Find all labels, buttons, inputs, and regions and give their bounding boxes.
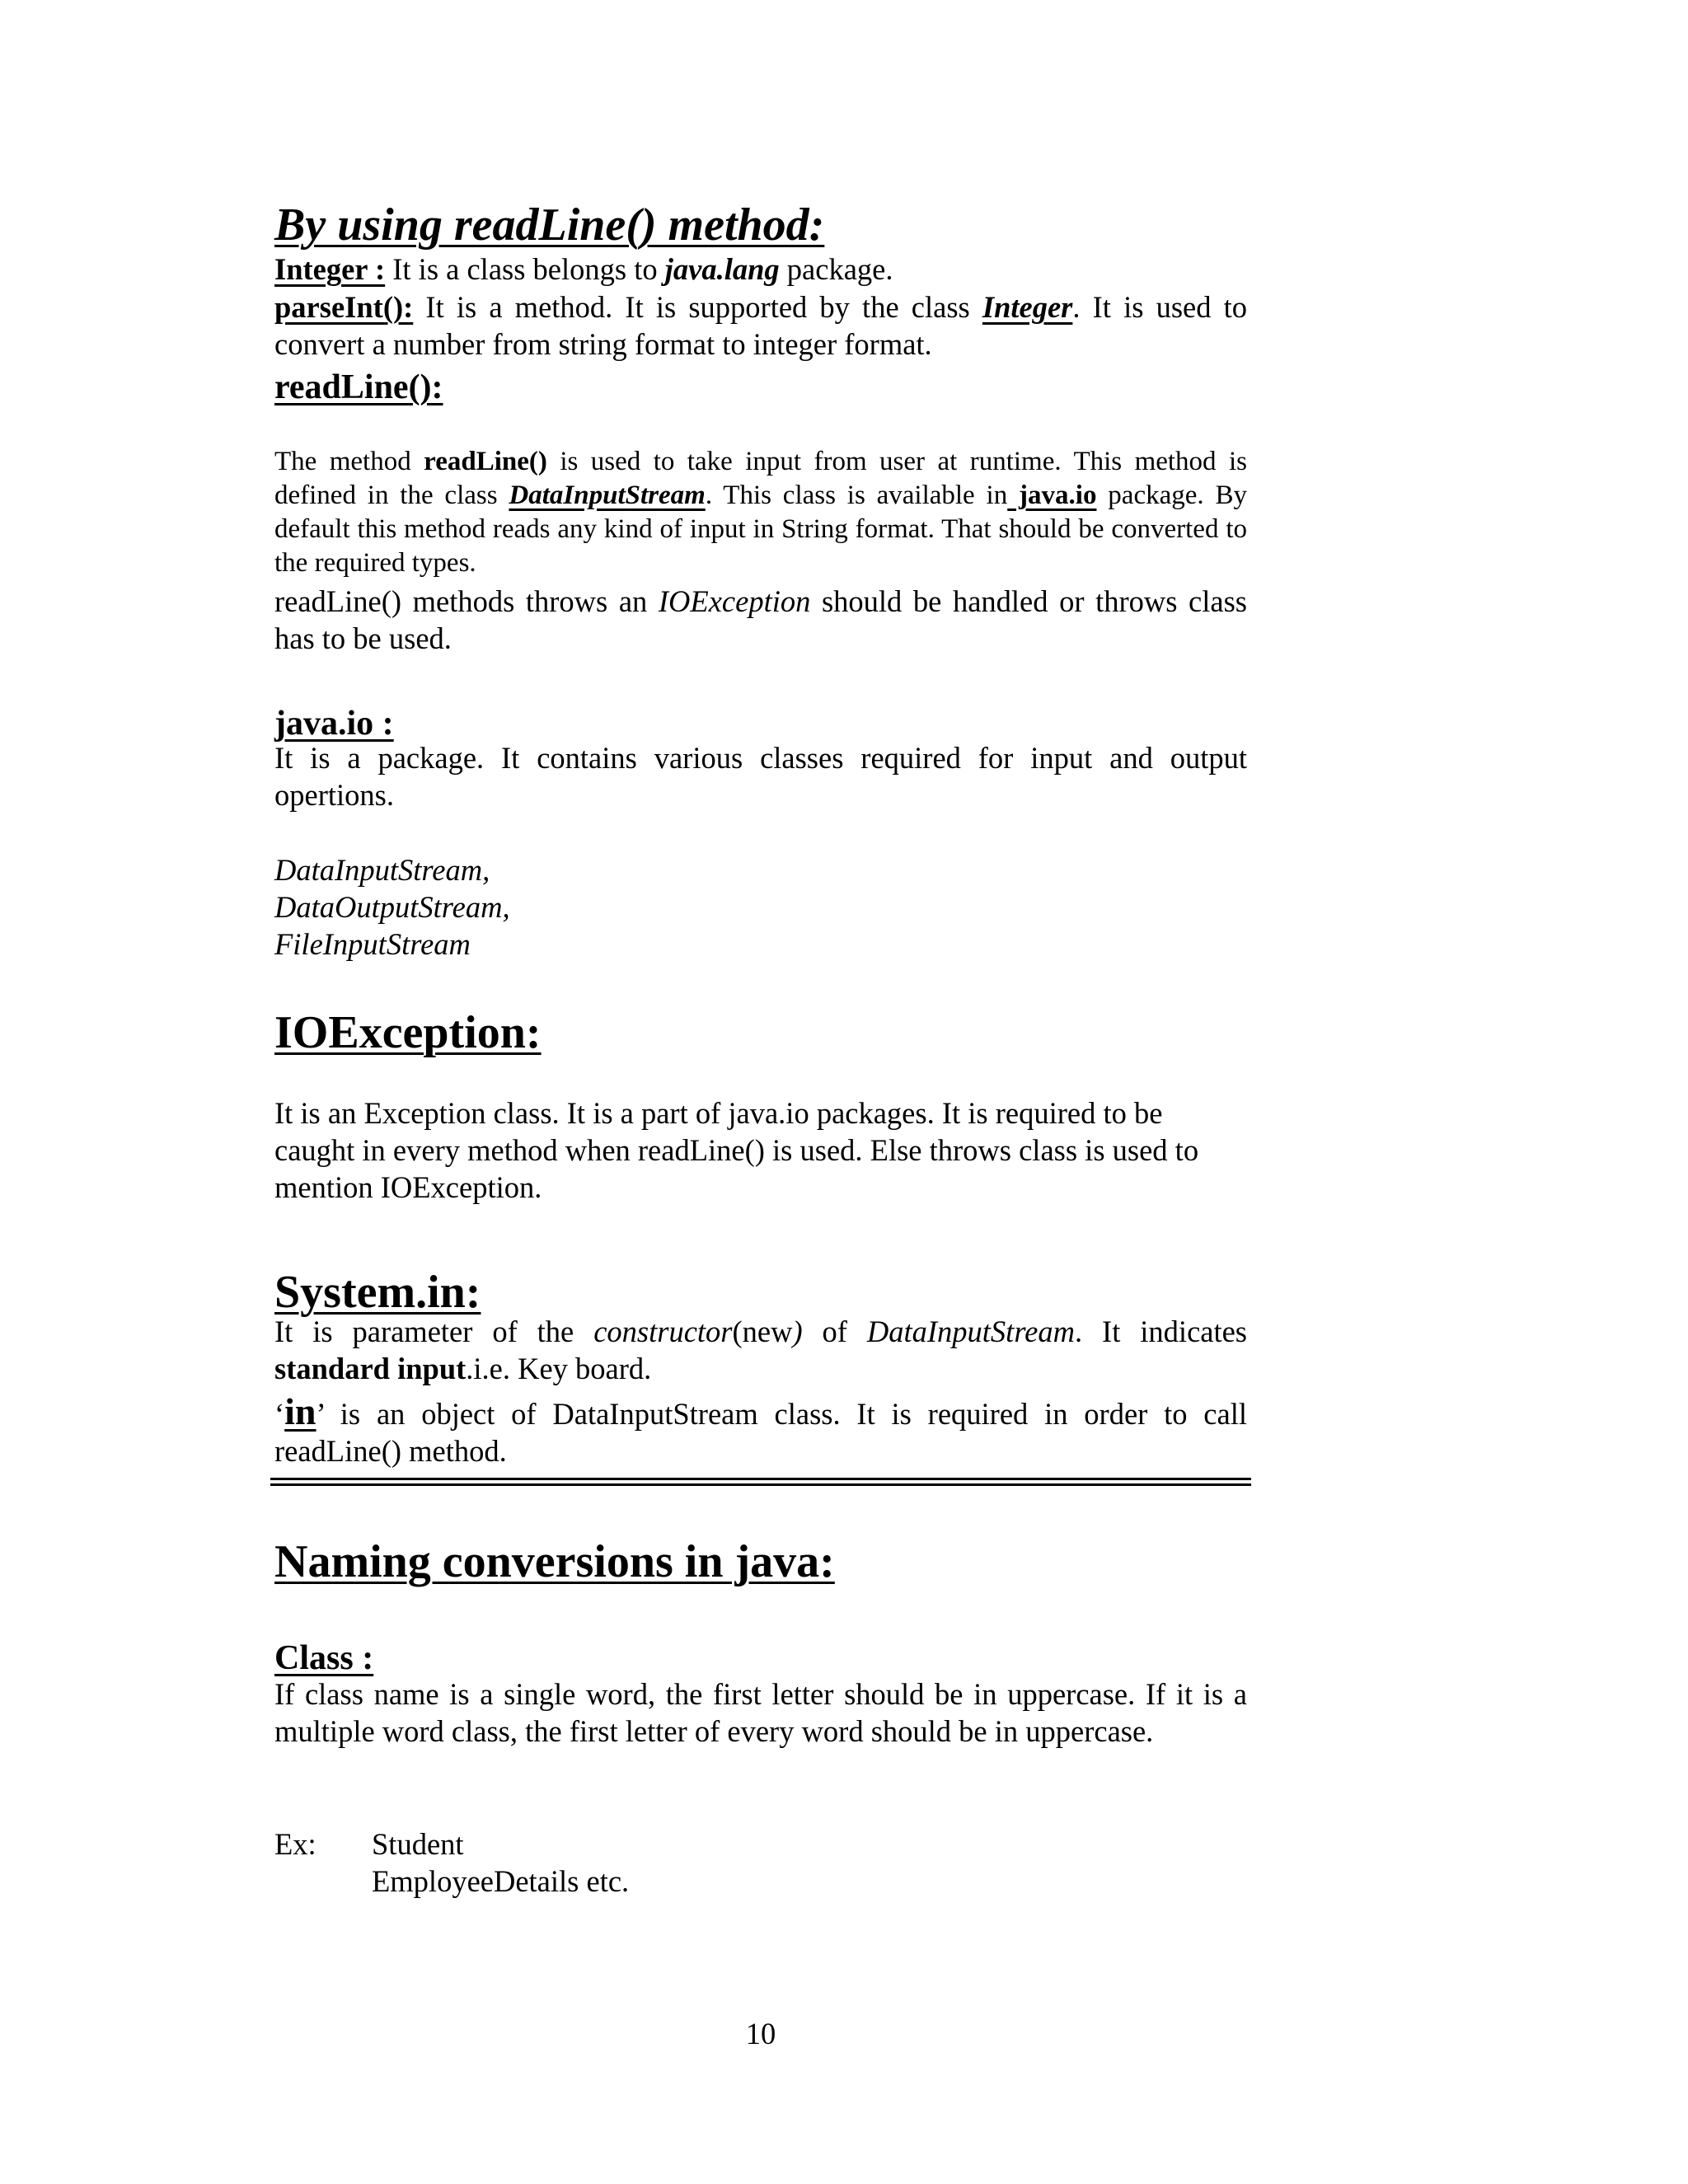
readline-heading: readLine(): xyxy=(274,368,443,406)
datainputstream-name: DataInputStream xyxy=(866,1315,1075,1348)
parseint-definition xyxy=(274,288,1247,363)
example-list xyxy=(372,1825,629,1900)
section-divider xyxy=(270,1478,1251,1480)
in-text: ’ is an object of DataInputStream class. It is required in order to call readLine() method. xyxy=(274,1397,1247,1468)
section-divider xyxy=(270,1483,1251,1486)
constructor-term: constructor xyxy=(593,1315,733,1348)
java-io-class-list xyxy=(274,851,1247,963)
ioexception-name: IOException xyxy=(658,584,811,618)
systemin-text-2: (new xyxy=(732,1315,793,1348)
class-naming-heading: Class : xyxy=(274,1639,374,1677)
java-io-package: java.io xyxy=(1007,480,1097,510)
ioexception-heading: IOException: xyxy=(274,1007,542,1058)
list-item: DataInputStream, xyxy=(274,853,490,887)
open-quote: ‘ xyxy=(274,1397,285,1431)
system-in-description xyxy=(274,1313,1247,1387)
throws-text: readLine() methods throws an xyxy=(274,584,659,618)
in-object-description xyxy=(274,1390,1247,1469)
class-naming-description: If class name is a single word, the first letter should be in uppercase. If it is a multiple word class, the first letter of every word should be in uppercase. xyxy=(274,1677,1247,1748)
example-label: Ex: xyxy=(274,1827,316,1861)
parseint-term: parseInt(): xyxy=(274,290,414,324)
integer-definition xyxy=(274,251,1247,288)
readline-desc-text: The method xyxy=(274,447,424,476)
closing-paren: ) xyxy=(792,1315,803,1348)
naming-conventions-heading: Naming conversions in java: xyxy=(274,1536,835,1587)
systemin-text-4: . It indicates xyxy=(1075,1315,1248,1348)
readline-description xyxy=(274,445,1247,580)
java-io-heading: java.io : xyxy=(274,705,394,743)
integer-text: It is a class belongs to xyxy=(385,252,665,286)
list-item: FileInputStream xyxy=(274,927,471,961)
readline-desc-text-2: is used to take input from user at runtime. This method is defined in the class xyxy=(274,447,1247,510)
parseint-text-end: . It is used to convert a number from string format to integer format. xyxy=(274,290,1248,361)
list-item: EmployeeDetails etc. xyxy=(372,1864,630,1898)
readline-method-name: readLine() xyxy=(424,447,547,476)
ioexception-description: It is an Exception class. It is a part of java.io packages. It is required to be caught in every method when readLine() is used. Else throws class is used to mention IOException. xyxy=(274,1096,1199,1204)
page-number: 10 xyxy=(745,2017,776,2050)
systemin-text-3: of xyxy=(802,1315,867,1348)
list-item: Student xyxy=(372,1827,464,1861)
list-item: DataOutputStream, xyxy=(274,890,510,924)
integer-class-name: Integer xyxy=(982,290,1073,324)
parseint-text: It is a method. It is supported by the class xyxy=(413,290,982,324)
section-heading-readline-method: By using readLine() method: xyxy=(274,199,825,251)
readline-desc-text-3: . This class is available in xyxy=(705,480,1008,510)
systemin-text: It is parameter of the xyxy=(274,1315,594,1348)
readline-throws-note xyxy=(274,583,1247,657)
integer-text-end: package. xyxy=(779,252,893,286)
datainputstream-class-name: DataInputStream xyxy=(509,480,706,510)
system-in-heading: System.in: xyxy=(274,1267,481,1318)
readline-desc-text-4: package. By default this method reads any kind of input in String format. That should be converted to the required types. xyxy=(274,480,1247,578)
integer-term: Integer : xyxy=(274,252,386,286)
in-keyword: in xyxy=(284,1390,316,1432)
java-lang-package: java.lang xyxy=(664,252,780,286)
standard-input-term: standard input xyxy=(274,1352,467,1385)
java-io-description: It is a package. It contains various classes required for input and output opertions. xyxy=(274,741,1247,812)
systemin-text-5: .i.e. Key board. xyxy=(466,1352,652,1385)
throws-text-end: should be handled or throws class has to be used. xyxy=(274,584,1248,655)
